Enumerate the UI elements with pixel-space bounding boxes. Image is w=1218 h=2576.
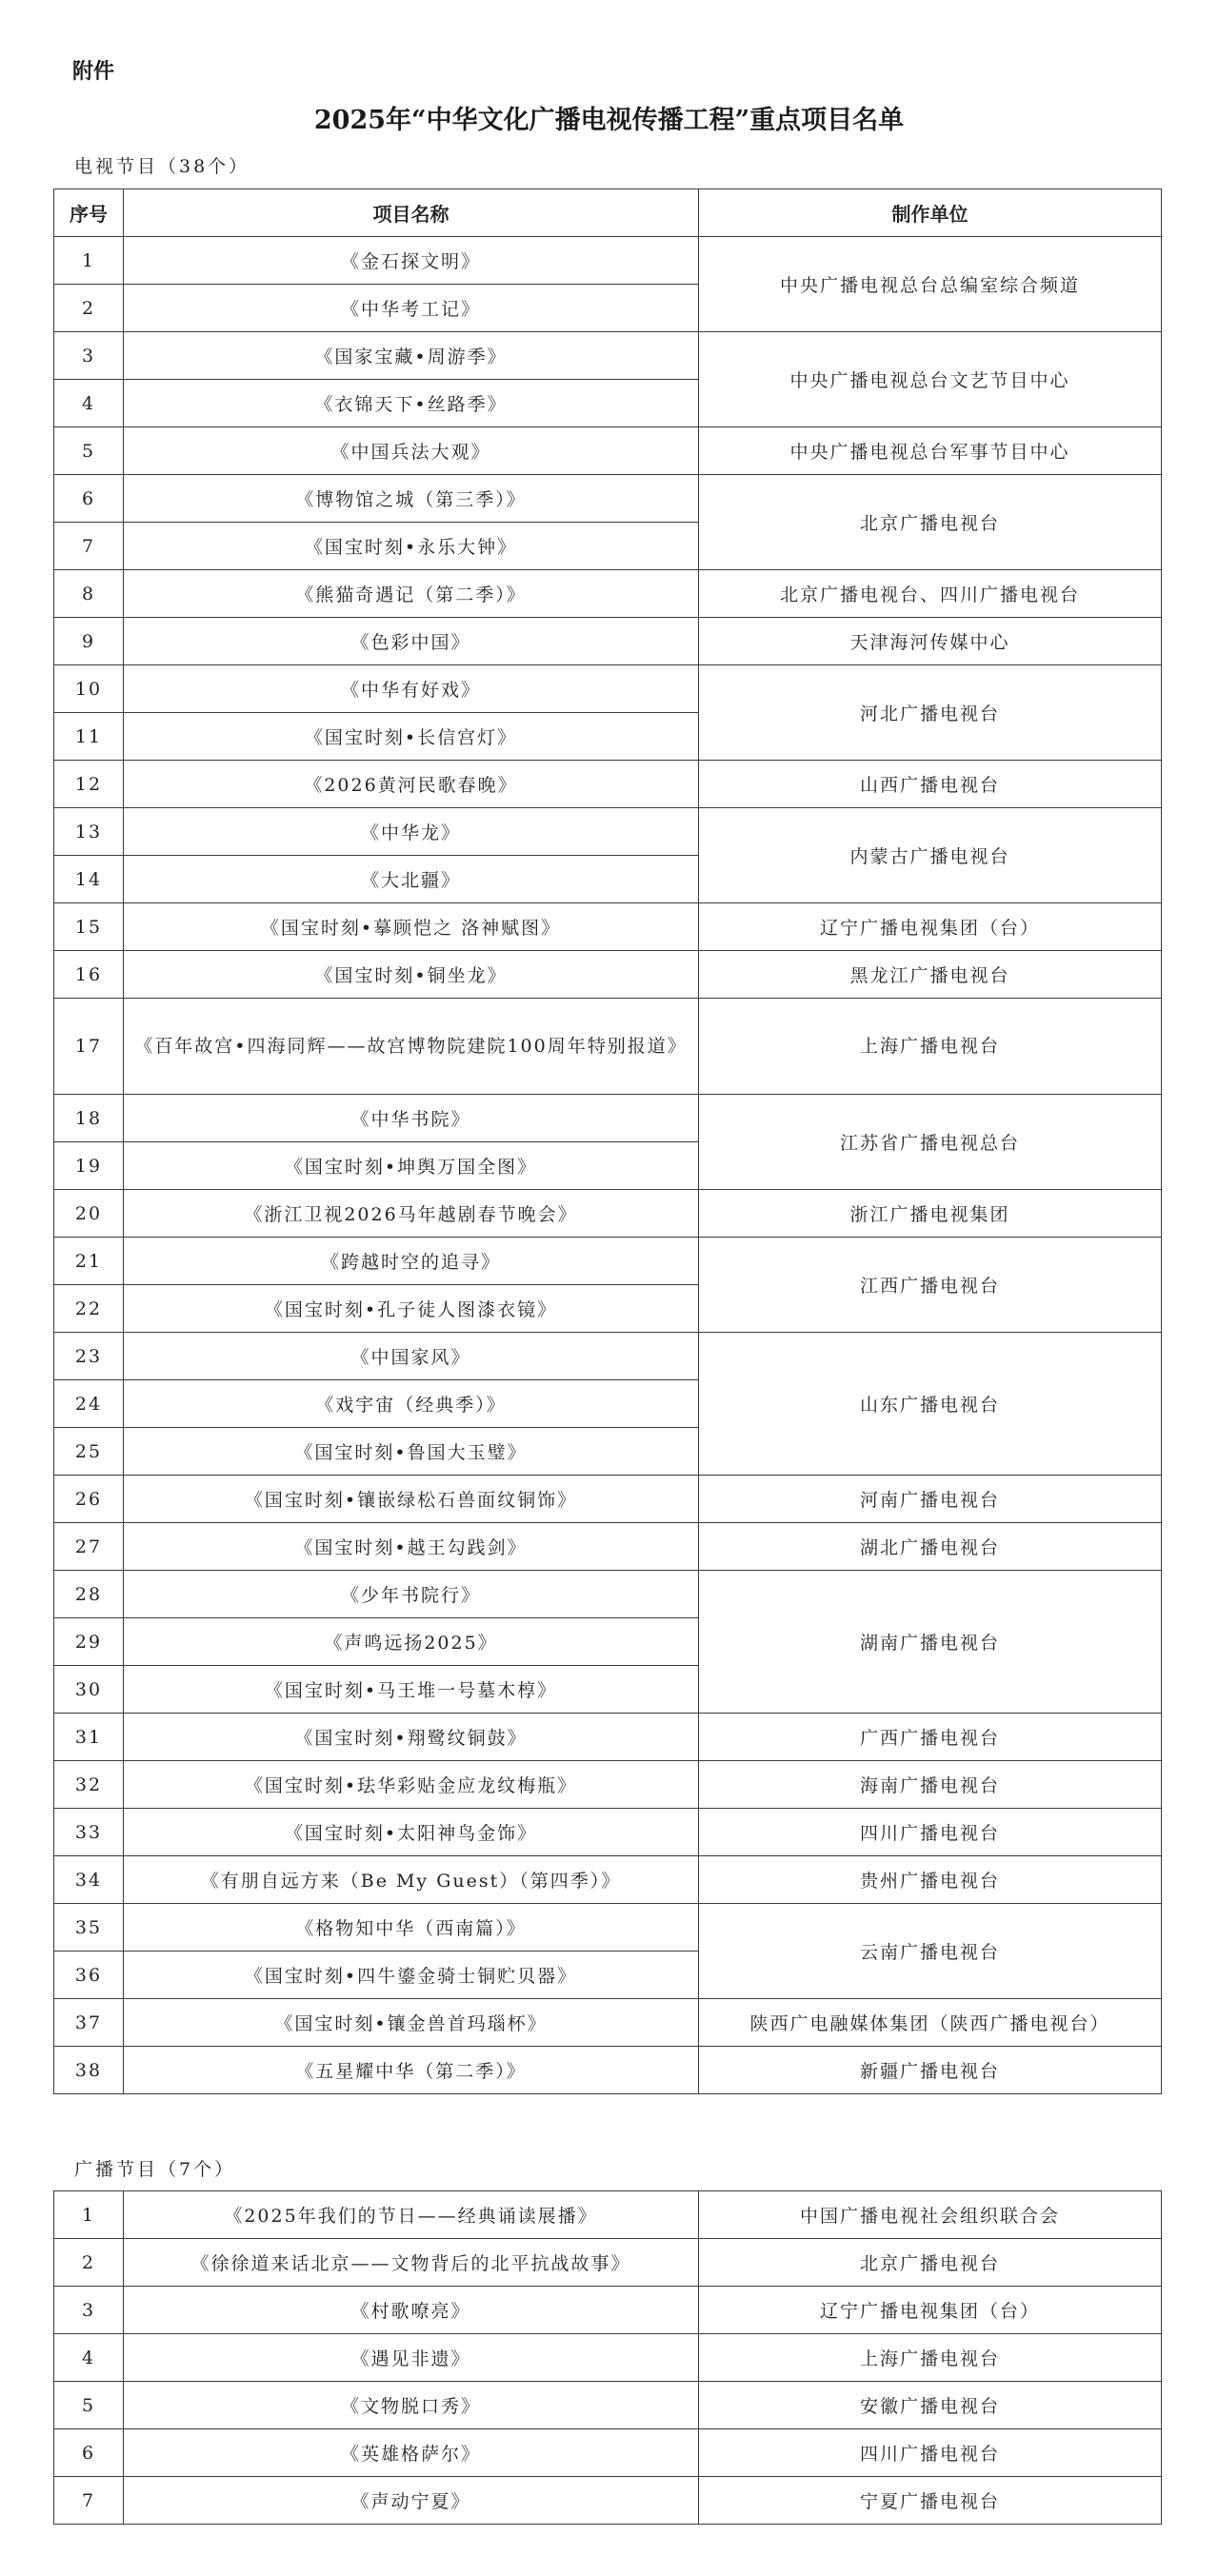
project-name-cell: 《有朋自远方来（Be My Guest）（第四季）》 bbox=[124, 1856, 699, 1904]
project-name-cell: 《国宝时刻•铜坐龙》 bbox=[124, 951, 699, 999]
project-name-cell: 《色彩中国》 bbox=[124, 618, 699, 665]
project-name-cell: 《戏宇宙（经典季）》 bbox=[124, 1380, 699, 1428]
table-row bbox=[54, 1999, 1162, 2047]
project-name-cell: 《中华龙》 bbox=[124, 808, 699, 856]
production-unit-cell: 北京广播电视台、四川广播电视台 bbox=[699, 570, 1162, 618]
project-name-cell: 《格物知中华（西南篇）》 bbox=[124, 1904, 699, 1952]
production-unit-cell: 广西广播电视台 bbox=[699, 1714, 1162, 1761]
project-name-cell: 《国宝时刻•马王堆一号墓木椁》 bbox=[124, 1666, 699, 1714]
header-project-name: 项目名称 bbox=[124, 189, 699, 237]
attachment-label: 附件 bbox=[72, 60, 115, 84]
serial-number-cell: 18 bbox=[54, 1095, 124, 1142]
table-row bbox=[54, 2334, 1162, 2382]
serial-number-cell: 29 bbox=[54, 1618, 124, 1666]
production-unit-cell: 河北广播电视台 bbox=[699, 665, 1162, 761]
project-name-cell: 《国宝时刻•鲁国大玉璧》 bbox=[124, 1428, 699, 1476]
project-name-cell: 《徐徐道来话北京——文物背后的北平抗战故事》 bbox=[124, 2239, 699, 2287]
table-row bbox=[54, 951, 1162, 999]
project-name-cell: 《2026黄河民歌春晚》 bbox=[124, 761, 699, 808]
serial-number-cell: 3 bbox=[54, 2287, 124, 2334]
serial-number-cell: 30 bbox=[54, 1666, 124, 1714]
serial-number-cell: 38 bbox=[54, 2047, 124, 2094]
table-row bbox=[54, 1476, 1162, 1523]
serial-number-cell: 28 bbox=[54, 1571, 124, 1618]
table-row bbox=[54, 1190, 1162, 1238]
production-unit-cell: 山东广播电视台 bbox=[699, 1333, 1162, 1476]
table-row bbox=[54, 332, 1162, 380]
tv-programs-table bbox=[53, 188, 1162, 2094]
serial-number-cell: 11 bbox=[54, 713, 124, 761]
production-unit-cell: 四川广播电视台 bbox=[699, 2429, 1162, 2477]
table-row bbox=[54, 1856, 1162, 1904]
serial-number-cell: 25 bbox=[54, 1428, 124, 1476]
table-row bbox=[54, 1095, 1162, 1142]
production-unit-cell: 云南广播电视台 bbox=[699, 1904, 1162, 1999]
serial-number-cell: 27 bbox=[54, 1523, 124, 1571]
serial-number-cell: 37 bbox=[54, 1999, 124, 2047]
production-unit-cell: 辽宁广播电视集团（台） bbox=[699, 2287, 1162, 2334]
production-unit-cell: 北京广播电视台 bbox=[699, 475, 1162, 570]
serial-number-cell: 26 bbox=[54, 1476, 124, 1523]
serial-number-cell: 3 bbox=[54, 332, 124, 380]
production-unit-cell: 四川广播电视台 bbox=[699, 1809, 1162, 1856]
table-row bbox=[54, 1571, 1162, 1618]
tv-section-label: 电视节目（38个） bbox=[74, 156, 250, 177]
serial-number-cell: 19 bbox=[54, 1142, 124, 1190]
serial-number-cell: 5 bbox=[54, 427, 124, 475]
serial-number-cell: 8 bbox=[54, 570, 124, 618]
production-unit-cell: 新疆广播电视台 bbox=[699, 2047, 1162, 2094]
production-unit-cell: 陕西广电融媒体集团（陕西广播电视台） bbox=[699, 1999, 1162, 2047]
project-name-cell: 《浙江卫视2026马年越剧春节晚会》 bbox=[124, 1190, 699, 1238]
project-name-cell: 《中国家风》 bbox=[124, 1333, 699, 1380]
table-row bbox=[54, 903, 1162, 951]
production-unit-cell: 中国广播电视社会组织联合会 bbox=[699, 2191, 1162, 2239]
project-name-cell: 《国宝时刻•四牛鎏金骑士铜贮贝器》 bbox=[124, 1952, 699, 1999]
project-name-cell: 《村歌嘹亮》 bbox=[124, 2287, 699, 2334]
table-row bbox=[54, 570, 1162, 618]
project-name-cell: 《英雄格萨尔》 bbox=[124, 2429, 699, 2477]
serial-number-cell: 32 bbox=[54, 1761, 124, 1809]
table-row bbox=[54, 1333, 1162, 1380]
production-unit-cell: 山西广播电视台 bbox=[699, 761, 1162, 808]
serial-number-cell: 34 bbox=[54, 1856, 124, 1904]
project-name-cell: 《国宝时刻•摹顾恺之 洛神赋图》 bbox=[124, 903, 699, 951]
project-name-cell: 《金石探文明》 bbox=[124, 237, 699, 285]
production-unit-cell: 上海广播电视台 bbox=[699, 2334, 1162, 2382]
project-name-cell: 《国宝时刻•永乐大钟》 bbox=[124, 523, 699, 570]
project-name-cell: 《百年故宫•四海同辉——故宫博物院建院100周年特别报道》 bbox=[124, 999, 699, 1095]
serial-number-cell: 36 bbox=[54, 1952, 124, 1999]
serial-number-cell: 7 bbox=[54, 2477, 124, 2525]
project-name-cell: 《国宝时刻•镶金兽首玛瑙杯》 bbox=[124, 1999, 699, 2047]
production-unit-cell: 湖北广播电视台 bbox=[699, 1523, 1162, 1571]
production-unit-cell: 贵州广播电视台 bbox=[699, 1856, 1162, 1904]
project-name-cell: 《国宝时刻•珐华彩贴金应龙纹梅瓶》 bbox=[124, 1761, 699, 1809]
table-row bbox=[54, 1714, 1162, 1761]
table-row bbox=[54, 1238, 1162, 1285]
table-row bbox=[54, 2047, 1162, 2094]
header-production-unit: 制作单位 bbox=[699, 189, 1162, 237]
serial-number-cell: 2 bbox=[54, 285, 124, 332]
page-title: 2025年“中华文化广播电视传播工程”重点项目名单 bbox=[313, 106, 905, 135]
table-row bbox=[54, 1761, 1162, 1809]
project-name-cell: 《国家宝藏•周游季》 bbox=[124, 332, 699, 380]
project-name-cell: 《大北疆》 bbox=[124, 856, 699, 903]
radio-section-label: 广播节目（7个） bbox=[74, 2159, 236, 2180]
production-unit-cell: 安徽广播电视台 bbox=[699, 2382, 1162, 2429]
serial-number-cell: 1 bbox=[54, 2191, 124, 2239]
serial-number-cell: 12 bbox=[54, 761, 124, 808]
table-row bbox=[54, 618, 1162, 665]
project-name-cell: 《声鸣远扬2025》 bbox=[124, 1618, 699, 1666]
production-unit-cell: 江西广播电视台 bbox=[699, 1238, 1162, 1333]
radio-programs-table bbox=[53, 2190, 1162, 2525]
production-unit-cell: 北京广播电视台 bbox=[699, 2239, 1162, 2287]
production-unit-cell: 中央广播电视总台文艺节目中心 bbox=[699, 332, 1162, 427]
serial-number-cell: 23 bbox=[54, 1333, 124, 1380]
production-unit-cell: 黑龙江广播电视台 bbox=[699, 951, 1162, 999]
serial-number-cell: 4 bbox=[54, 2334, 124, 2382]
project-name-cell: 《跨越时空的追寻》 bbox=[124, 1238, 699, 1285]
project-name-cell: 《国宝时刻•坤舆万国全图》 bbox=[124, 1142, 699, 1190]
production-unit-cell: 内蒙古广播电视台 bbox=[699, 808, 1162, 903]
project-name-cell: 《五星耀中华（第二季）》 bbox=[124, 2047, 699, 2094]
production-unit-cell: 海南广播电视台 bbox=[699, 1761, 1162, 1809]
table-row bbox=[54, 2429, 1162, 2477]
table-row bbox=[54, 1809, 1162, 1856]
production-unit-cell: 中央广播电视总台总编室综合频道 bbox=[699, 237, 1162, 332]
production-unit-cell: 浙江广播电视集团 bbox=[699, 1190, 1162, 1238]
serial-number-cell: 14 bbox=[54, 856, 124, 903]
table-row bbox=[54, 2191, 1162, 2239]
serial-number-cell: 10 bbox=[54, 665, 124, 713]
serial-number-cell: 20 bbox=[54, 1190, 124, 1238]
project-name-cell: 《中华有好戏》 bbox=[124, 665, 699, 713]
serial-number-cell: 1 bbox=[54, 237, 124, 285]
project-name-cell: 《博物馆之城（第三季）》 bbox=[124, 475, 699, 523]
project-name-cell: 《衣锦天下•丝路季》 bbox=[124, 380, 699, 427]
table-row bbox=[54, 2239, 1162, 2287]
serial-number-cell: 31 bbox=[54, 1714, 124, 1761]
serial-number-cell: 2 bbox=[54, 2239, 124, 2287]
project-name-cell: 《文物脱口秀》 bbox=[124, 2382, 699, 2429]
serial-number-cell: 24 bbox=[54, 1380, 124, 1428]
table-row bbox=[54, 665, 1162, 713]
serial-number-cell: 6 bbox=[54, 475, 124, 523]
table-row bbox=[54, 999, 1162, 1095]
production-unit-cell: 天津海河传媒中心 bbox=[699, 618, 1162, 665]
production-unit-cell: 江苏省广播电视总台 bbox=[699, 1095, 1162, 1190]
project-name-cell: 《中国兵法大观》 bbox=[124, 427, 699, 475]
project-name-cell: 《中华书院》 bbox=[124, 1095, 699, 1142]
serial-number-cell: 6 bbox=[54, 2429, 124, 2477]
serial-number-cell: 21 bbox=[54, 1238, 124, 1285]
header-serial-number: 序号 bbox=[54, 189, 124, 237]
table-header-row bbox=[54, 189, 1162, 237]
table-row bbox=[54, 2477, 1162, 2525]
table-row bbox=[54, 2287, 1162, 2334]
production-unit-cell: 宁夏广播电视台 bbox=[699, 2477, 1162, 2525]
table-row bbox=[54, 475, 1162, 523]
production-unit-cell: 上海广播电视台 bbox=[699, 999, 1162, 1095]
project-name-cell: 《国宝时刻•镶嵌绿松石兽面纹铜饰》 bbox=[124, 1476, 699, 1523]
serial-number-cell: 13 bbox=[54, 808, 124, 856]
production-unit-cell: 辽宁广播电视集团（台） bbox=[699, 903, 1162, 951]
serial-number-cell: 22 bbox=[54, 1285, 124, 1333]
serial-number-cell: 33 bbox=[54, 1809, 124, 1856]
project-name-cell: 《声动宁夏》 bbox=[124, 2477, 699, 2525]
serial-number-cell: 17 bbox=[54, 999, 124, 1095]
project-name-cell: 《国宝时刻•长信宫灯》 bbox=[124, 713, 699, 761]
project-name-cell: 《国宝时刻•太阳神鸟金饰》 bbox=[124, 1809, 699, 1856]
table-row bbox=[54, 1523, 1162, 1571]
production-unit-cell: 中央广播电视总台军事节目中心 bbox=[699, 427, 1162, 475]
table-row bbox=[54, 427, 1162, 475]
table-row bbox=[54, 761, 1162, 808]
production-unit-cell: 河南广播电视台 bbox=[699, 1476, 1162, 1523]
serial-number-cell: 15 bbox=[54, 903, 124, 951]
table-row bbox=[54, 2382, 1162, 2429]
project-name-cell: 《国宝时刻•翔鹭纹铜鼓》 bbox=[124, 1714, 699, 1761]
serial-number-cell: 7 bbox=[54, 523, 124, 570]
table-row bbox=[54, 808, 1162, 856]
project-name-cell: 《国宝时刻•越王勾践剑》 bbox=[124, 1523, 699, 1571]
project-name-cell: 《遇见非遗》 bbox=[124, 2334, 699, 2382]
table-row bbox=[54, 1904, 1162, 1952]
table-row bbox=[54, 237, 1162, 285]
project-name-cell: 《熊猫奇遇记（第二季）》 bbox=[124, 570, 699, 618]
project-name-cell: 《2025年我们的节日——经典诵读展播》 bbox=[124, 2191, 699, 2239]
serial-number-cell: 35 bbox=[54, 1904, 124, 1952]
serial-number-cell: 16 bbox=[54, 951, 124, 999]
project-name-cell: 《中华考工记》 bbox=[124, 285, 699, 332]
serial-number-cell: 9 bbox=[54, 618, 124, 665]
serial-number-cell: 4 bbox=[54, 380, 124, 427]
project-name-cell: 《国宝时刻•孔子徒人图漆衣镜》 bbox=[124, 1285, 699, 1333]
project-name-cell: 《少年书院行》 bbox=[124, 1571, 699, 1618]
serial-number-cell: 5 bbox=[54, 2382, 124, 2429]
production-unit-cell: 湖南广播电视台 bbox=[699, 1571, 1162, 1714]
